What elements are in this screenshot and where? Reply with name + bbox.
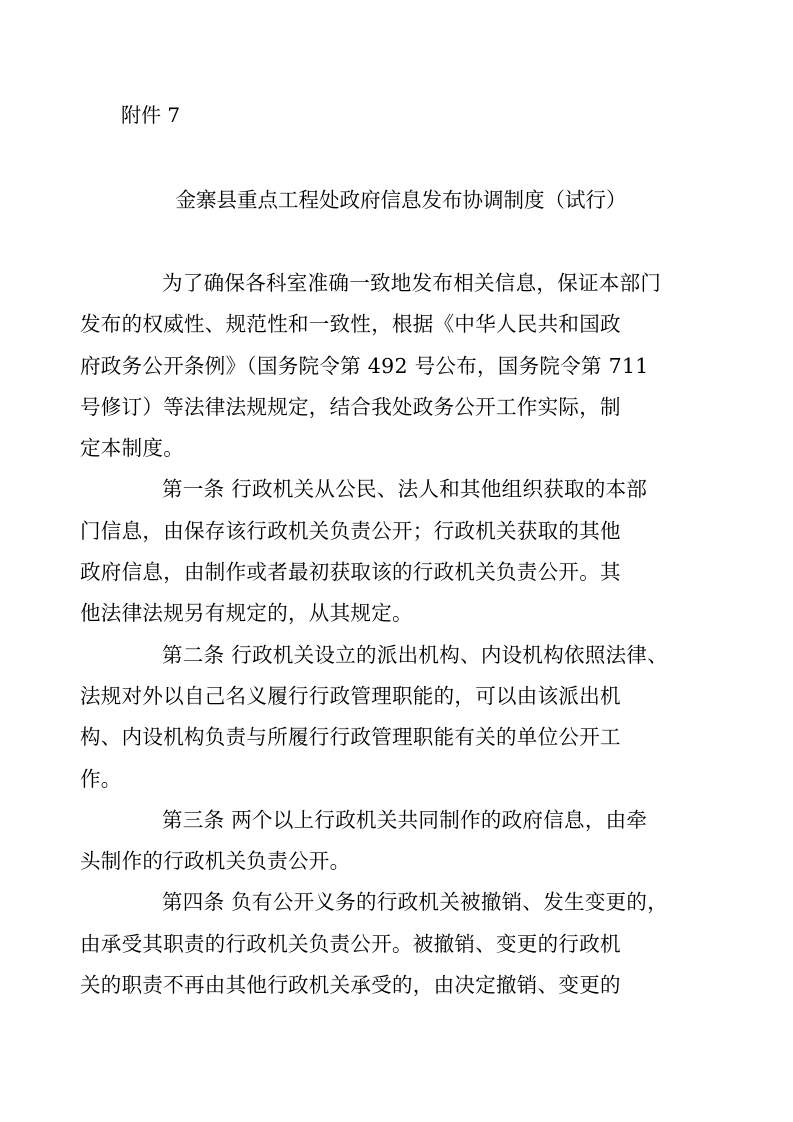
paragraph-line: 由承受其职责的行政机关负责公开。被撤销、变更的行政机 — [80, 931, 621, 956]
document-title: 金寨县重点工程处政府信息发布协调制度（试行） — [175, 188, 627, 212]
paragraph-line: 他法律法规另有规定的，从其规定。 — [80, 601, 413, 626]
paragraph-line: 门信息，由保存该行政机关负责公开；行政机关获取的其他 — [80, 518, 621, 543]
paragraph-line: 头制作的行政机关负责公开。 — [80, 849, 351, 874]
paragraph-line: 构、内设机构负责与所履行行政管理职能有关的单位公开工 — [80, 725, 621, 750]
paragraph-line: 第二条 行政机关设立的派出机构、内设机构依照法律、 — [162, 642, 669, 667]
paragraph-line: 政府信息，由制作或者最初获取该的行政机关负责公开。其 — [80, 560, 621, 585]
paragraph-line: 府政务公开条例》（国务院令第 492 号公布，国务院令第 711 — [80, 353, 649, 378]
paragraph-line: 作。 — [80, 766, 122, 791]
paragraph — [80, 469, 681, 634]
paragraph-line: 号修订）等法律法规规定，结合我处政务公开工作实际，制 — [80, 394, 621, 419]
paragraph-line: 法规对外以自己名义履行行政管理职能的，可以由该派出机 — [80, 683, 621, 708]
paragraph — [80, 800, 681, 883]
paragraph — [80, 635, 681, 800]
paragraph-line: 定本制度。 — [80, 436, 184, 461]
attachment-label: 附件 7 — [121, 103, 181, 127]
document-body — [80, 263, 681, 1006]
paragraph-line: 关的职责不再由其他行政机关承受的，由决定撤销、变更的 — [80, 973, 621, 998]
paragraph-line: 为了确保各科室准确一致地发布相关信息，保证本部门 — [162, 271, 662, 295]
paragraph-line: 第一条 行政机关从公民、法人和其他组织获取的本部 — [162, 477, 648, 502]
paragraph-line: 发布的权威性、规范性和一致性，根据《中华人民共和国政 — [80, 312, 621, 337]
paragraph — [80, 882, 681, 1006]
paragraph — [80, 263, 681, 469]
paragraph-line: 第三条 两个以上行政机关共同制作的政府信息，由牵 — [162, 807, 648, 832]
paragraph-line: 第四条 负有公开义务的行政机关被撤销、发生变更的， — [162, 890, 669, 915]
